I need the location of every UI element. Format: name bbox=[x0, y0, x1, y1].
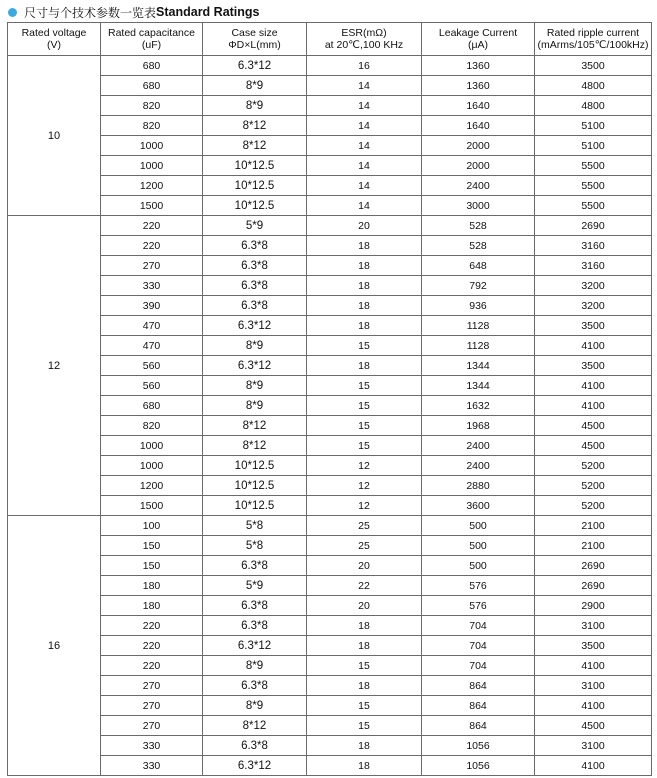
ripple-cell: 2100 bbox=[535, 516, 652, 536]
table-row bbox=[8, 376, 652, 396]
leakage-cell: 648 bbox=[422, 256, 535, 276]
esr-cell: 20 bbox=[307, 216, 422, 236]
capacitance-cell: 220 bbox=[101, 236, 203, 256]
case-size-cell: 6.3*8 bbox=[203, 596, 307, 616]
ripple-cell: 3160 bbox=[535, 236, 652, 256]
leakage-cell: 1640 bbox=[422, 116, 535, 136]
leakage-cell: 3000 bbox=[422, 196, 535, 216]
leakage-cell: 500 bbox=[422, 536, 535, 556]
table-row bbox=[8, 696, 652, 716]
ripple-cell: 3200 bbox=[535, 276, 652, 296]
esr-cell: 15 bbox=[307, 396, 422, 416]
capacitance-cell: 1000 bbox=[101, 136, 203, 156]
table-row bbox=[8, 256, 652, 276]
leakage-cell: 1968 bbox=[422, 416, 535, 436]
case-size-cell: 5*8 bbox=[203, 536, 307, 556]
table-row bbox=[8, 76, 652, 96]
leakage-cell: 2880 bbox=[422, 476, 535, 496]
leakage-cell: 792 bbox=[422, 276, 535, 296]
heading-english: Standard Ratings bbox=[156, 5, 260, 19]
table-body bbox=[8, 56, 652, 776]
esr-cell: 20 bbox=[307, 556, 422, 576]
ripple-cell: 5100 bbox=[535, 136, 652, 156]
ripple-cell: 5200 bbox=[535, 456, 652, 476]
table-row bbox=[8, 416, 652, 436]
capacitance-cell: 270 bbox=[101, 716, 203, 736]
table-row bbox=[8, 116, 652, 136]
leakage-cell: 864 bbox=[422, 696, 535, 716]
case-size-cell: 6.3*12 bbox=[203, 356, 307, 376]
case-size-cell: 5*8 bbox=[203, 516, 307, 536]
case-size-cell: 5*9 bbox=[203, 576, 307, 596]
leakage-cell: 1360 bbox=[422, 76, 535, 96]
table-row bbox=[8, 96, 652, 116]
leakage-cell: 864 bbox=[422, 716, 535, 736]
ripple-cell: 5500 bbox=[535, 176, 652, 196]
esr-cell: 12 bbox=[307, 456, 422, 476]
voltage-cell: 10 bbox=[8, 56, 101, 216]
ripple-cell: 2900 bbox=[535, 596, 652, 616]
capacitance-cell: 270 bbox=[101, 256, 203, 276]
leakage-cell: 576 bbox=[422, 576, 535, 596]
bullet-icon bbox=[8, 8, 17, 17]
header-rated-capacitance: Rated capacitance (uF) bbox=[101, 23, 203, 56]
ripple-cell: 2690 bbox=[535, 556, 652, 576]
ripple-cell: 2690 bbox=[535, 576, 652, 596]
capacitance-cell: 1500 bbox=[101, 196, 203, 216]
case-size-cell: 8*12 bbox=[203, 436, 307, 456]
case-size-cell: 6.3*12 bbox=[203, 56, 307, 76]
table-row bbox=[8, 496, 652, 516]
section-heading bbox=[8, 3, 260, 21]
leakage-cell: 2400 bbox=[422, 436, 535, 456]
capacitance-cell: 330 bbox=[101, 756, 203, 776]
table-row bbox=[8, 736, 652, 756]
table-row bbox=[8, 216, 652, 236]
esr-cell: 15 bbox=[307, 436, 422, 456]
case-size-cell: 10*12.5 bbox=[203, 476, 307, 496]
esr-cell: 14 bbox=[307, 116, 422, 136]
esr-cell: 18 bbox=[307, 756, 422, 776]
table-row bbox=[8, 596, 652, 616]
table-row bbox=[8, 676, 652, 696]
table-row bbox=[8, 616, 652, 636]
ripple-cell: 3500 bbox=[535, 56, 652, 76]
capacitance-cell: 820 bbox=[101, 116, 203, 136]
case-size-cell: 5*9 bbox=[203, 216, 307, 236]
ripple-cell: 4100 bbox=[535, 656, 652, 676]
case-size-cell: 8*12 bbox=[203, 416, 307, 436]
table-row bbox=[8, 316, 652, 336]
esr-cell: 25 bbox=[307, 516, 422, 536]
case-size-cell: 6.3*8 bbox=[203, 736, 307, 756]
table-row bbox=[8, 156, 652, 176]
capacitance-cell: 1000 bbox=[101, 456, 203, 476]
table-row bbox=[8, 396, 652, 416]
table-row bbox=[8, 636, 652, 656]
esr-cell: 22 bbox=[307, 576, 422, 596]
esr-cell: 14 bbox=[307, 76, 422, 96]
esr-cell: 15 bbox=[307, 716, 422, 736]
esr-cell: 18 bbox=[307, 296, 422, 316]
esr-cell: 15 bbox=[307, 696, 422, 716]
esr-cell: 15 bbox=[307, 656, 422, 676]
ripple-cell: 3100 bbox=[535, 736, 652, 756]
header-esr: ESR(mΩ) at 20℃,100 KHz bbox=[307, 23, 422, 56]
case-size-cell: 6.3*8 bbox=[203, 276, 307, 296]
case-size-cell: 6.3*8 bbox=[203, 556, 307, 576]
table-row bbox=[8, 196, 652, 216]
esr-cell: 18 bbox=[307, 236, 422, 256]
header-row bbox=[8, 23, 652, 56]
table-row bbox=[8, 536, 652, 556]
capacitance-cell: 680 bbox=[101, 76, 203, 96]
leakage-cell: 1632 bbox=[422, 396, 535, 416]
case-size-cell: 8*12 bbox=[203, 136, 307, 156]
esr-cell: 14 bbox=[307, 136, 422, 156]
case-size-cell: 10*12.5 bbox=[203, 196, 307, 216]
ripple-cell: 2690 bbox=[535, 216, 652, 236]
ripple-cell: 4100 bbox=[535, 756, 652, 776]
header-leakage-current: Leakage Current (μA) bbox=[422, 23, 535, 56]
capacitance-cell: 180 bbox=[101, 576, 203, 596]
table-row bbox=[8, 136, 652, 156]
leakage-cell: 1344 bbox=[422, 376, 535, 396]
leakage-cell: 528 bbox=[422, 236, 535, 256]
ripple-cell: 5200 bbox=[535, 496, 652, 516]
leakage-cell: 2000 bbox=[422, 156, 535, 176]
esr-cell: 18 bbox=[307, 736, 422, 756]
table-row bbox=[8, 356, 652, 376]
capacitance-cell: 470 bbox=[101, 336, 203, 356]
esr-cell: 14 bbox=[307, 156, 422, 176]
capacitance-cell: 220 bbox=[101, 656, 203, 676]
esr-cell: 18 bbox=[307, 356, 422, 376]
table-row bbox=[8, 276, 652, 296]
capacitance-cell: 820 bbox=[101, 96, 203, 116]
ripple-cell: 3500 bbox=[535, 636, 652, 656]
case-size-cell: 8*12 bbox=[203, 116, 307, 136]
header-ripple-current: Rated ripple current (mArms/105℃/100kHz) bbox=[535, 23, 652, 56]
ripple-cell: 4800 bbox=[535, 76, 652, 96]
capacitance-cell: 220 bbox=[101, 616, 203, 636]
esr-cell: 15 bbox=[307, 336, 422, 356]
esr-cell: 25 bbox=[307, 536, 422, 556]
esr-cell: 20 bbox=[307, 596, 422, 616]
ripple-cell: 4100 bbox=[535, 696, 652, 716]
capacitance-cell: 1200 bbox=[101, 476, 203, 496]
ripple-cell: 4500 bbox=[535, 716, 652, 736]
ripple-cell: 5500 bbox=[535, 156, 652, 176]
ripple-cell: 5500 bbox=[535, 196, 652, 216]
capacitance-cell: 330 bbox=[101, 736, 203, 756]
table-row bbox=[8, 756, 652, 776]
case-size-cell: 10*12.5 bbox=[203, 176, 307, 196]
standard-ratings-table bbox=[7, 22, 652, 776]
esr-cell: 15 bbox=[307, 416, 422, 436]
leakage-cell: 2400 bbox=[422, 176, 535, 196]
capacitance-cell: 820 bbox=[101, 416, 203, 436]
leakage-cell: 704 bbox=[422, 616, 535, 636]
capacitance-cell: 1000 bbox=[101, 436, 203, 456]
leakage-cell: 864 bbox=[422, 676, 535, 696]
esr-cell: 18 bbox=[307, 316, 422, 336]
ripple-cell: 4800 bbox=[535, 96, 652, 116]
case-size-cell: 8*9 bbox=[203, 76, 307, 96]
capacitance-cell: 180 bbox=[101, 596, 203, 616]
capacitance-cell: 1000 bbox=[101, 156, 203, 176]
leakage-cell: 704 bbox=[422, 656, 535, 676]
ripple-cell: 4100 bbox=[535, 376, 652, 396]
leakage-cell: 528 bbox=[422, 216, 535, 236]
ripple-cell: 4500 bbox=[535, 416, 652, 436]
case-size-cell: 8*9 bbox=[203, 696, 307, 716]
case-size-cell: 6.3*8 bbox=[203, 236, 307, 256]
ripple-cell: 4100 bbox=[535, 396, 652, 416]
esr-cell: 18 bbox=[307, 636, 422, 656]
case-size-cell: 8*12 bbox=[203, 716, 307, 736]
capacitance-cell: 150 bbox=[101, 556, 203, 576]
case-size-cell: 8*9 bbox=[203, 336, 307, 356]
table-row bbox=[8, 176, 652, 196]
case-size-cell: 6.3*8 bbox=[203, 296, 307, 316]
capacitance-cell: 390 bbox=[101, 296, 203, 316]
table-row bbox=[8, 476, 652, 496]
capacitance-cell: 680 bbox=[101, 56, 203, 76]
case-size-cell: 6.3*12 bbox=[203, 316, 307, 336]
leakage-cell: 500 bbox=[422, 516, 535, 536]
esr-cell: 18 bbox=[307, 256, 422, 276]
case-size-cell: 10*12.5 bbox=[203, 456, 307, 476]
case-size-cell: 8*9 bbox=[203, 376, 307, 396]
capacitance-cell: 560 bbox=[101, 356, 203, 376]
esr-cell: 14 bbox=[307, 96, 422, 116]
case-size-cell: 6.3*8 bbox=[203, 616, 307, 636]
leakage-cell: 576 bbox=[422, 596, 535, 616]
voltage-cell: 16 bbox=[8, 516, 101, 776]
table-row bbox=[8, 296, 652, 316]
case-size-cell: 10*12.5 bbox=[203, 156, 307, 176]
case-size-cell: 8*9 bbox=[203, 96, 307, 116]
ripple-cell: 3160 bbox=[535, 256, 652, 276]
leakage-cell: 1128 bbox=[422, 316, 535, 336]
ripple-cell: 3100 bbox=[535, 616, 652, 636]
case-size-cell: 6.3*8 bbox=[203, 256, 307, 276]
leakage-cell: 704 bbox=[422, 636, 535, 656]
capacitance-cell: 680 bbox=[101, 396, 203, 416]
ripple-cell: 3200 bbox=[535, 296, 652, 316]
header-case-size: Case size ΦD×L(mm) bbox=[203, 23, 307, 56]
capacitance-cell: 270 bbox=[101, 696, 203, 716]
ripple-cell: 5200 bbox=[535, 476, 652, 496]
esr-cell: 15 bbox=[307, 376, 422, 396]
esr-cell: 12 bbox=[307, 476, 422, 496]
leakage-cell: 1344 bbox=[422, 356, 535, 376]
leakage-cell: 1360 bbox=[422, 56, 535, 76]
leakage-cell: 3600 bbox=[422, 496, 535, 516]
leakage-cell: 500 bbox=[422, 556, 535, 576]
leakage-cell: 1056 bbox=[422, 756, 535, 776]
case-size-cell: 10*12.5 bbox=[203, 496, 307, 516]
case-size-cell: 6.3*12 bbox=[203, 636, 307, 656]
case-size-cell: 8*9 bbox=[203, 656, 307, 676]
capacitance-cell: 560 bbox=[101, 376, 203, 396]
table-row bbox=[8, 556, 652, 576]
esr-cell: 16 bbox=[307, 56, 422, 76]
esr-cell: 12 bbox=[307, 496, 422, 516]
ripple-cell: 3500 bbox=[535, 356, 652, 376]
esr-cell: 18 bbox=[307, 676, 422, 696]
capacitance-cell: 220 bbox=[101, 636, 203, 656]
table-row bbox=[8, 236, 652, 256]
case-size-cell: 8*9 bbox=[203, 396, 307, 416]
header-rated-voltage: Rated voltage (V) bbox=[8, 23, 101, 56]
ripple-cell: 2100 bbox=[535, 536, 652, 556]
table-row bbox=[8, 516, 652, 536]
table-row bbox=[8, 656, 652, 676]
capacitance-cell: 330 bbox=[101, 276, 203, 296]
leakage-cell: 1128 bbox=[422, 336, 535, 356]
esr-cell: 18 bbox=[307, 276, 422, 296]
leakage-cell: 2000 bbox=[422, 136, 535, 156]
heading-chinese: 尺寸与个技术参数一览表 bbox=[24, 5, 157, 20]
table-row bbox=[8, 576, 652, 596]
ripple-cell: 3100 bbox=[535, 676, 652, 696]
ripple-cell: 4500 bbox=[535, 436, 652, 456]
table-row bbox=[8, 56, 652, 76]
ripple-cell: 5100 bbox=[535, 116, 652, 136]
leakage-cell: 936 bbox=[422, 296, 535, 316]
capacitance-cell: 270 bbox=[101, 676, 203, 696]
esr-cell: 18 bbox=[307, 616, 422, 636]
esr-cell: 14 bbox=[307, 176, 422, 196]
capacitance-cell: 150 bbox=[101, 536, 203, 556]
table-row bbox=[8, 336, 652, 356]
capacitance-cell: 1500 bbox=[101, 496, 203, 516]
leakage-cell: 1640 bbox=[422, 96, 535, 116]
ripple-cell: 4100 bbox=[535, 336, 652, 356]
table-row bbox=[8, 716, 652, 736]
ripple-cell: 3500 bbox=[535, 316, 652, 336]
case-size-cell: 6.3*8 bbox=[203, 676, 307, 696]
capacitance-cell: 470 bbox=[101, 316, 203, 336]
capacitance-cell: 1200 bbox=[101, 176, 203, 196]
table-row bbox=[8, 456, 652, 476]
leakage-cell: 1056 bbox=[422, 736, 535, 756]
capacitance-cell: 220 bbox=[101, 216, 203, 236]
capacitance-cell: 100 bbox=[101, 516, 203, 536]
esr-cell: 14 bbox=[307, 196, 422, 216]
leakage-cell: 2400 bbox=[422, 456, 535, 476]
table-row bbox=[8, 436, 652, 456]
voltage-cell: 12 bbox=[8, 216, 101, 516]
case-size-cell: 6.3*12 bbox=[203, 756, 307, 776]
